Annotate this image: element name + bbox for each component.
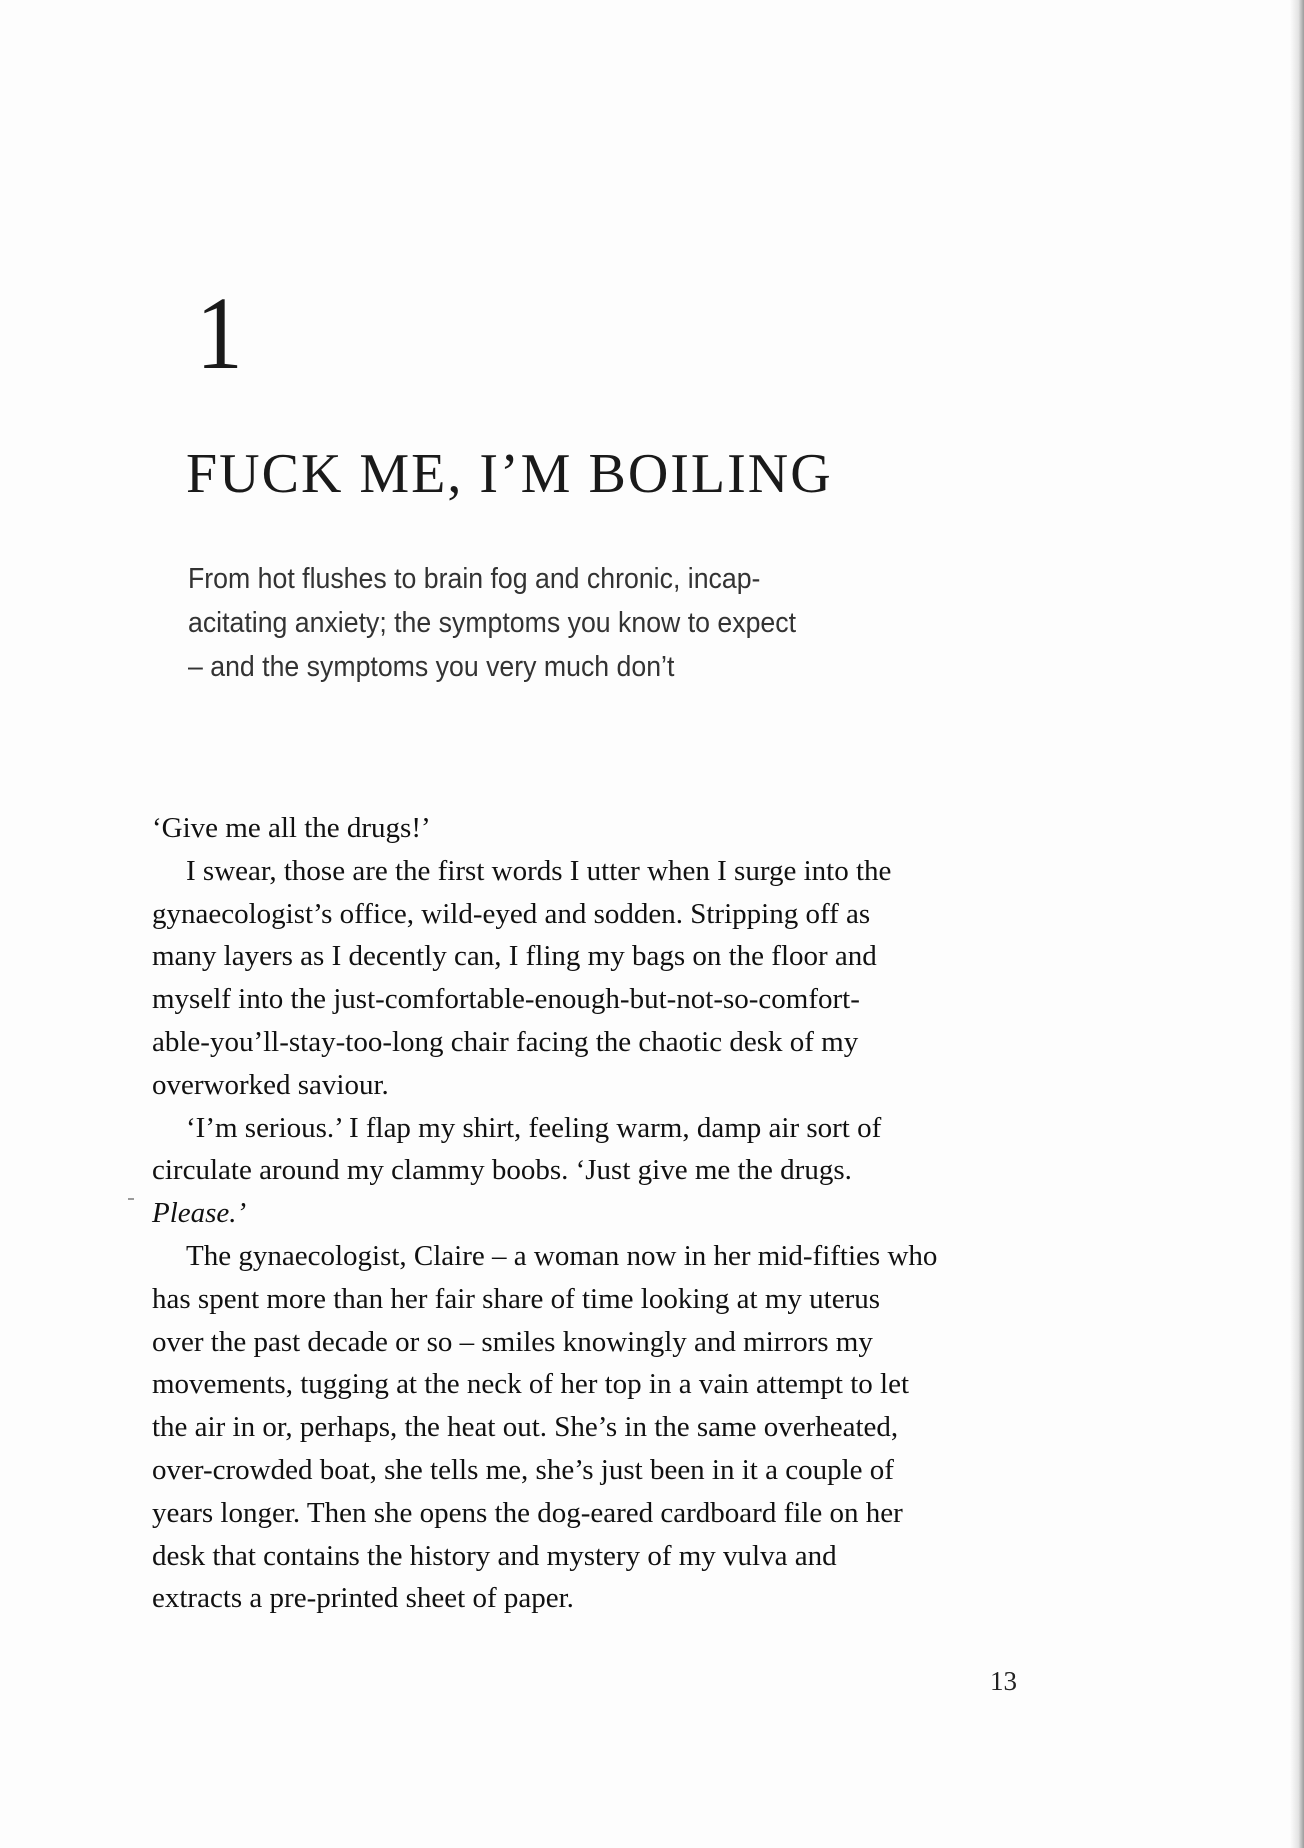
chapter-subtitle (188, 557, 887, 689)
body-line: extracts a pre-printed sheet of paper. (152, 1582, 574, 1615)
body-line: ‘Give me all the drugs!’ (152, 812, 431, 844)
scan-mark (128, 1198, 134, 1200)
subtitle-line: – and the symptoms you very much don’t (188, 651, 675, 683)
body-line: gynaecologist’s office, wild-eyed and sodden. Stripping off as (152, 897, 871, 930)
body-line: years longer. Then she opens the dog-eared cardboard file on her (152, 1496, 903, 1529)
page-edge-shadow (1290, 0, 1304, 1848)
body-line: has spent more than her fair share of time looking at my uterus (152, 1282, 881, 1315)
body-line: many layers as I decently can, I fling my bags on the floor and (152, 940, 877, 973)
body-line: I swear, those are the first words I utter when I surge into the (186, 854, 892, 887)
page-number: 13 (990, 1666, 1017, 1696)
chapter-title: FUCK ME, I’M BOILING (186, 443, 833, 505)
subtitle-line: From hot flushes to brain fog and chronic, incap- (188, 563, 761, 595)
body-line: overworked saviour. (152, 1068, 389, 1101)
body-line: over the past decade or so – smiles knowingly and mirrors my (152, 1325, 873, 1358)
subtitle-line: acitating anxiety; the symptoms you know to expect (188, 607, 797, 639)
body-text (152, 807, 1092, 1620)
body-line: movements, tugging at the neck of her top in a vain attempt to let (152, 1368, 910, 1401)
body-line: The gynaecologist, Claire – a woman now in her mid-fifties who (186, 1239, 938, 1272)
chapter-number: 1 (196, 276, 243, 391)
body-line: Please.’ (152, 1197, 247, 1230)
body-line: circulate around my clammy boobs. ‘Just give me the drugs. (152, 1154, 852, 1187)
body-line: able-you’ll-stay-too-long chair facing the chaotic desk of my (152, 1025, 859, 1058)
body-line: ‘I’m serious.’ I flap my shirt, feeling warm, damp air sort of (186, 1111, 882, 1144)
body-line: over-crowded boat, she tells me, she’s just been in it a couple of (152, 1453, 894, 1486)
body-line: myself into the just-comfortable-enough-but-not-so-comfort- (152, 983, 860, 1016)
body-line: desk that contains the history and mystery of my vulva and (152, 1539, 837, 1572)
body-line: the air in or, perhaps, the heat out. She’s in the same overheated, (152, 1411, 899, 1444)
